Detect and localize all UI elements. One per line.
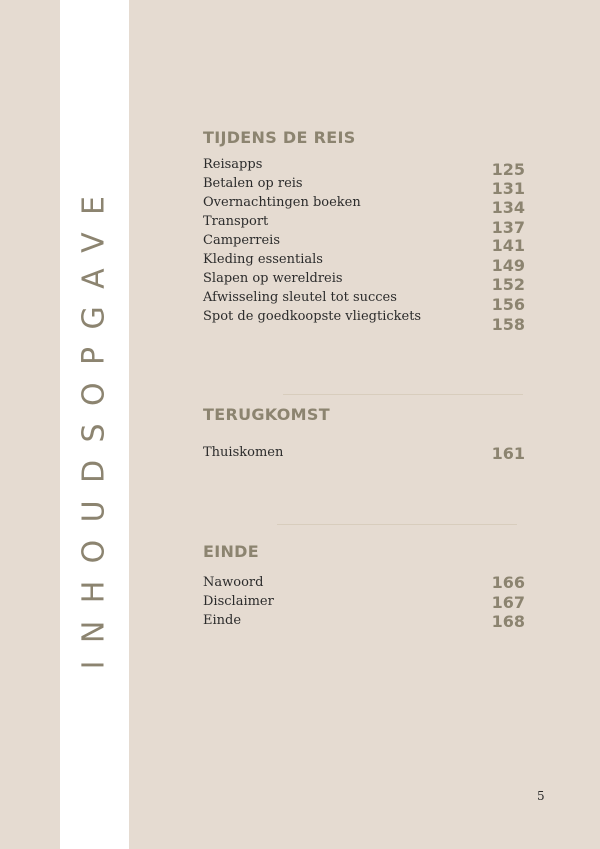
page-margin — [0, 0, 60, 849]
toc-entry-page: 134 — [491, 198, 525, 217]
toc-entry-label: Kleding essentials — [203, 252, 323, 267]
toc-entry-label: Disclaimer — [203, 594, 274, 609]
toc-entry-label: Nawoord — [203, 575, 264, 590]
toc-entry-page: 125 — [491, 160, 525, 179]
toc-entry-page: 168 — [491, 612, 525, 631]
toc-entry-page: 161 — [491, 444, 525, 463]
section-heading: TIJDENS DE REIS — [203, 128, 356, 147]
toc-entry-label: Slapen op wereldreis — [203, 271, 343, 286]
toc-entry-label: Einde — [203, 613, 242, 628]
toc-entry-page: 131 — [491, 179, 525, 198]
toc-entry-page: 152 — [491, 275, 525, 294]
section-heading: TERUGKOMST — [203, 405, 330, 424]
toc-entry-page: 167 — [491, 593, 525, 612]
page-title: INHOUDSOPGAVE — [76, 178, 112, 670]
toc-entry-label: Overnachtingen boeken — [203, 195, 361, 210]
toc-entry-label: Spot de goedkoopste vliegtickets — [203, 309, 422, 324]
toc-entry-label: Transport — [203, 214, 269, 229]
toc-entry-page: 158 — [491, 315, 525, 334]
toc-entry-label: Betalen op reis — [203, 176, 303, 191]
section-divider — [283, 394, 523, 395]
toc-entry-label: Afwisseling sleutel tot succes — [203, 290, 397, 305]
toc-entry-page: 166 — [491, 573, 525, 592]
section-heading: EINDE — [203, 542, 259, 561]
toc-entry-page: 137 — [491, 218, 525, 237]
toc-entry-label: Thuiskomen — [203, 445, 284, 460]
page-number: 5 — [537, 789, 545, 803]
toc-entry-label: Reisapps — [203, 157, 263, 172]
toc-entry-label: Camperreis — [203, 233, 280, 248]
toc-entry-page: 156 — [491, 295, 525, 314]
toc-entry-page: 149 — [491, 256, 525, 275]
section-divider — [277, 524, 517, 525]
toc-entry-page: 141 — [491, 236, 525, 255]
